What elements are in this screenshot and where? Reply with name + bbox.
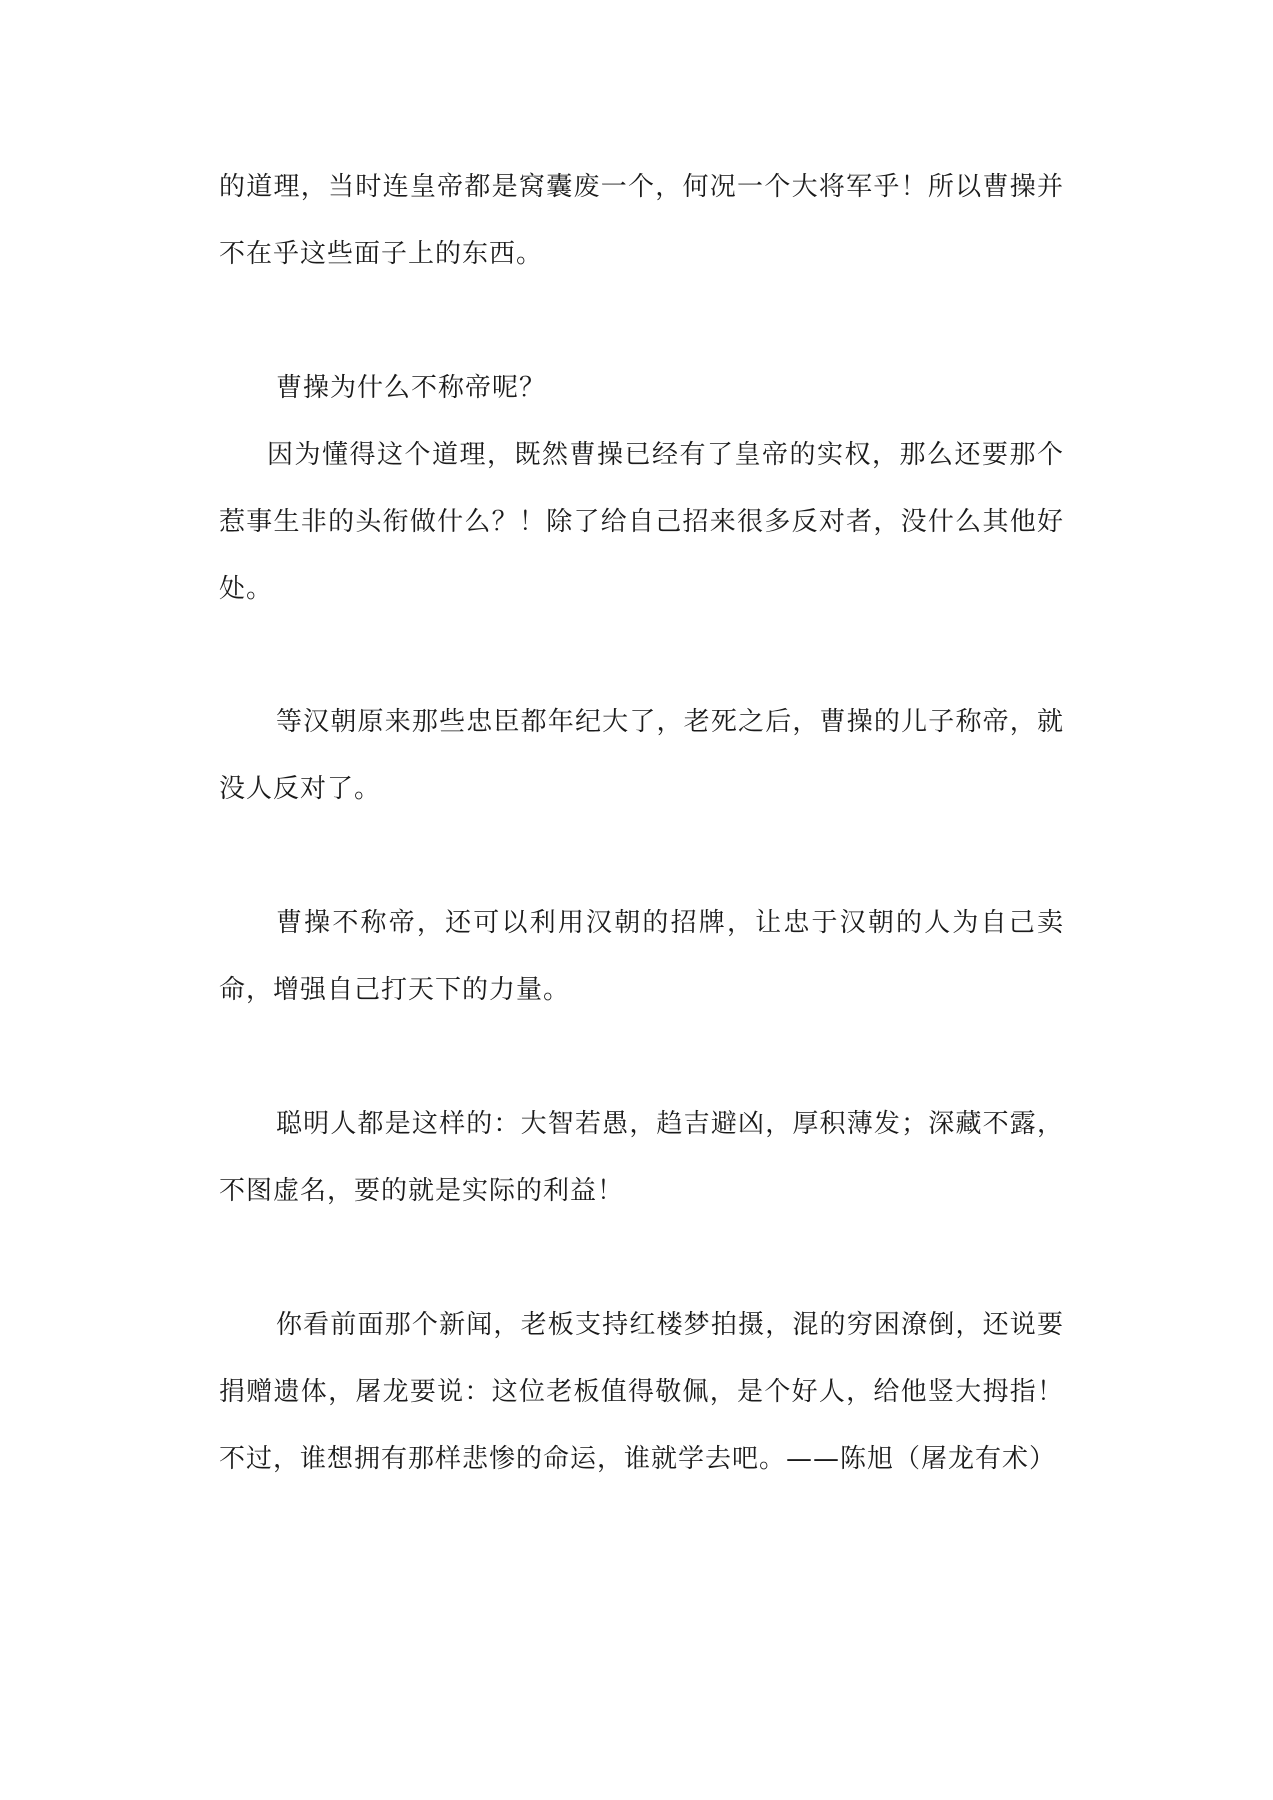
paragraph-heirs: 等汉朝原来那些忠臣都年纪大了，老死之后，曹操的儿子称帝，就没人反对了。 xyxy=(219,707,1064,804)
paragraph-answer: 因为懂得这个道理，既然曹操已经有了皇帝的实权，那么还要那个惹事生非的头衔做什么？！除了给自己招来很多反对者，没什么其他好处。 xyxy=(219,440,1064,604)
paragraph-continuation: 的道理，当时连皇帝都是窝囊废一个，何况一个大将军乎！所以曹操并不在乎这些面子上的东西。 xyxy=(219,172,1064,269)
paragraph-question: 曹操为什么不称帝呢？ xyxy=(276,373,547,403)
paragraph-han-banner: 曹操不称帝，还可以利用汉朝的招牌，让忠于汉朝的人为自己卖命，增强自己打天下的力量。 xyxy=(219,908,1064,1005)
paragraph-wise-people: 聪明人都是这样的：大智若愚，趋吉避凶，厚积薄发；深藏不露，不图虚名，要的就是实际的利益！ xyxy=(219,1109,1064,1206)
paragraph-news-comment: 你看前面那个新闻，老板支持红楼梦拍摄，混的穷困潦倒，还说要捐赠遗体，屠龙要说：这位老板值得敬佩，是个好人，给他竖大拇指！不过，谁想拥有那样悲惨的命运，谁就学去吧。——陈旭（屠龙有术） xyxy=(219,1310,1064,1474)
